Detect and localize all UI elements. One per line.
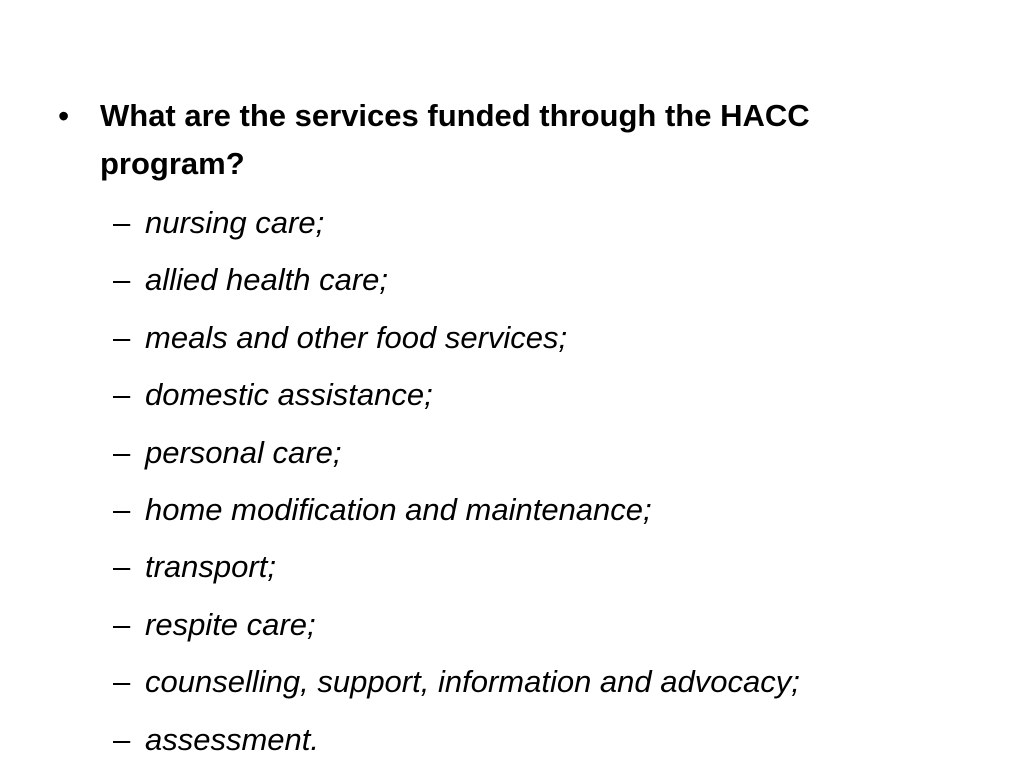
service-text: respite care; — [145, 606, 316, 642]
list-item — [113, 309, 800, 366]
dash-icon: – — [113, 549, 131, 585]
dash-icon: – — [113, 262, 131, 298]
list-item — [113, 424, 800, 481]
list-item — [113, 366, 800, 423]
list-item — [113, 251, 800, 308]
list-item — [113, 711, 800, 768]
dash-icon: – — [113, 721, 131, 757]
service-text: assessment. — [145, 721, 320, 757]
dash-icon: – — [113, 664, 131, 700]
question-text: What are the services funded through the HACC program? — [100, 98, 810, 181]
dash-icon: – — [113, 434, 131, 470]
dash-icon: – — [113, 377, 131, 413]
list-item — [113, 653, 800, 710]
service-text: nursing care; — [145, 205, 325, 240]
dash-icon: – — [113, 205, 131, 240]
services-list — [113, 194, 800, 768]
dash-icon: – — [113, 491, 131, 527]
service-text: personal care; — [145, 434, 342, 470]
list-item — [113, 538, 800, 595]
service-text: home modification and maintenance; — [145, 491, 652, 527]
bullet-icon: • — [58, 98, 70, 134]
list-item — [113, 194, 800, 251]
service-text: allied health care; — [145, 262, 388, 298]
list-item — [113, 596, 800, 653]
dash-icon: – — [113, 319, 131, 355]
service-text: transport; — [145, 549, 276, 585]
dash-icon: – — [113, 606, 131, 642]
service-text: domestic assistance; — [145, 377, 433, 413]
service-text: meals and other food services; — [145, 319, 568, 355]
service-text: counselling, support, information and advocacy; — [145, 664, 800, 700]
list-item — [113, 481, 800, 538]
